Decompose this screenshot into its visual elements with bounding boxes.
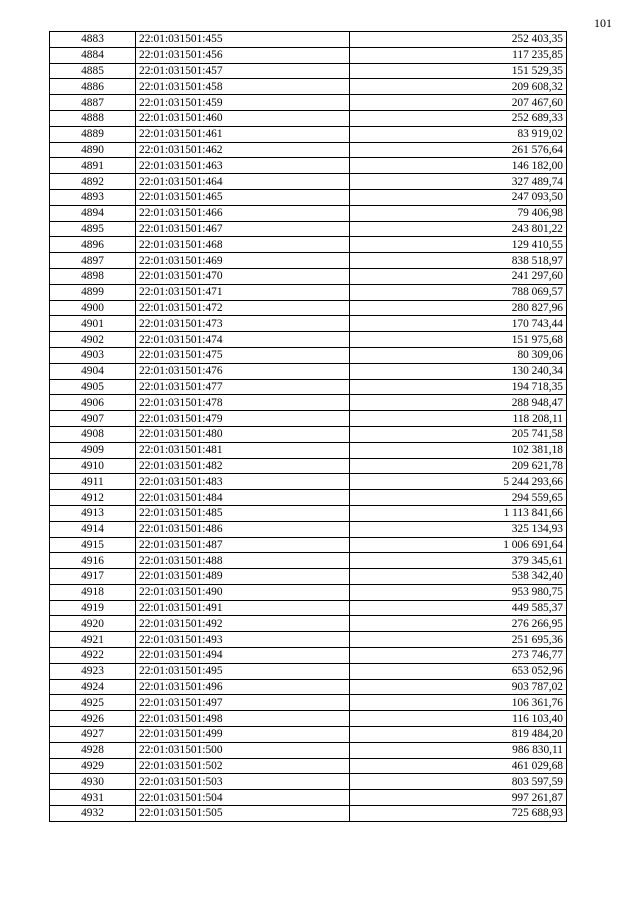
row-number-cell: 4918 <box>50 584 136 600</box>
table-row <box>50 268 567 284</box>
table-row <box>50 47 567 63</box>
cadastral-number-cell: 22:01:031501:456 <box>136 47 350 63</box>
cadastral-number-cell: 22:01:031501:474 <box>136 332 350 348</box>
table-row <box>50 711 567 727</box>
value-cell: 838 518,97 <box>350 253 567 269</box>
table-row <box>50 284 567 300</box>
value-cell: 252 689,33 <box>350 110 567 126</box>
row-number-cell: 4921 <box>50 632 136 648</box>
row-number-cell: 4897 <box>50 253 136 269</box>
cadastral-number-cell: 22:01:031501:455 <box>136 32 350 48</box>
cadastral-number-cell: 22:01:031501:469 <box>136 253 350 269</box>
table-row <box>50 742 567 758</box>
cadastral-number-cell: 22:01:031501:481 <box>136 442 350 458</box>
value-cell: 276 266,95 <box>350 616 567 632</box>
table-row <box>50 727 567 743</box>
row-number-cell: 4894 <box>50 205 136 221</box>
row-number-cell: 4913 <box>50 505 136 521</box>
table-row <box>50 553 567 569</box>
value-cell: 116 103,40 <box>350 711 567 727</box>
row-number-cell: 4931 <box>50 790 136 806</box>
row-number-cell: 4909 <box>50 442 136 458</box>
row-number-cell: 4928 <box>50 742 136 758</box>
table-row <box>50 695 567 711</box>
cadastral-number-cell: 22:01:031501:491 <box>136 600 350 616</box>
table-row <box>50 505 567 521</box>
row-number-cell: 4916 <box>50 553 136 569</box>
row-number-cell: 4899 <box>50 284 136 300</box>
cadastral-number-cell: 22:01:031501:476 <box>136 363 350 379</box>
table-row <box>50 300 567 316</box>
value-cell: 725 688,93 <box>350 806 567 822</box>
table-row <box>50 790 567 806</box>
row-number-cell: 4927 <box>50 727 136 743</box>
value-cell: 207 467,60 <box>350 95 567 111</box>
row-number-cell: 4906 <box>50 395 136 411</box>
value-cell: 803 597,59 <box>350 774 567 790</box>
row-number-cell: 4910 <box>50 458 136 474</box>
value-cell: 903 787,02 <box>350 679 567 695</box>
cadastral-number-cell: 22:01:031501:504 <box>136 790 350 806</box>
value-cell: 83 919,02 <box>350 126 567 142</box>
cadastral-number-cell: 22:01:031501:457 <box>136 63 350 79</box>
table-row <box>50 316 567 332</box>
table-row <box>50 632 567 648</box>
value-cell: 243 801,22 <box>350 221 567 237</box>
value-cell: 1 006 691,64 <box>350 537 567 553</box>
table-row <box>50 569 567 585</box>
table-row <box>50 442 567 458</box>
cadastral-number-cell: 22:01:031501:466 <box>136 205 350 221</box>
cadastral-number-cell: 22:01:031501:483 <box>136 474 350 490</box>
cadastral-number-cell: 22:01:031501:499 <box>136 727 350 743</box>
table-row <box>50 347 567 363</box>
value-cell: 117 235,85 <box>350 47 567 63</box>
cadastral-number-cell: 22:01:031501:470 <box>136 268 350 284</box>
cadastral-number-cell: 22:01:031501:459 <box>136 95 350 111</box>
cadastral-number-cell: 22:01:031501:458 <box>136 79 350 95</box>
cadastral-number-cell: 22:01:031501:461 <box>136 126 350 142</box>
value-cell: 379 345,61 <box>350 553 567 569</box>
table-row <box>50 537 567 553</box>
cadastral-number-cell: 22:01:031501:462 <box>136 142 350 158</box>
table-row <box>50 648 567 664</box>
cadastral-number-cell: 22:01:031501:460 <box>136 110 350 126</box>
cadastral-number-cell: 22:01:031501:471 <box>136 284 350 300</box>
value-cell: 294 559,65 <box>350 490 567 506</box>
cadastral-number-cell: 22:01:031501:473 <box>136 316 350 332</box>
cadastral-number-cell: 22:01:031501:495 <box>136 663 350 679</box>
row-number-cell: 4903 <box>50 347 136 363</box>
cadastral-number-cell: 22:01:031501:478 <box>136 395 350 411</box>
cadastral-number-cell: 22:01:031501:500 <box>136 742 350 758</box>
cadastral-number-cell: 22:01:031501:482 <box>136 458 350 474</box>
row-number-cell: 4886 <box>50 79 136 95</box>
row-number-cell: 4884 <box>50 47 136 63</box>
row-number-cell: 4898 <box>50 268 136 284</box>
row-number-cell: 4920 <box>50 616 136 632</box>
value-cell: 280 827,96 <box>350 300 567 316</box>
value-cell: 288 948,47 <box>350 395 567 411</box>
row-number-cell: 4883 <box>50 32 136 48</box>
row-number-cell: 4888 <box>50 110 136 126</box>
table-row <box>50 395 567 411</box>
row-number-cell: 4889 <box>50 126 136 142</box>
value-cell: 241 297,60 <box>350 268 567 284</box>
row-number-cell: 4923 <box>50 663 136 679</box>
row-number-cell: 4905 <box>50 379 136 395</box>
cadastral-number-cell: 22:01:031501:468 <box>136 237 350 253</box>
cadastral-number-cell: 22:01:031501:477 <box>136 379 350 395</box>
row-number-cell: 4900 <box>50 300 136 316</box>
cadastral-number-cell: 22:01:031501:503 <box>136 774 350 790</box>
row-number-cell: 4932 <box>50 806 136 822</box>
value-cell: 146 182,00 <box>350 158 567 174</box>
row-number-cell: 4907 <box>50 411 136 427</box>
registry-table <box>49 31 567 822</box>
value-cell: 1 113 841,66 <box>350 505 567 521</box>
row-number-cell: 4919 <box>50 600 136 616</box>
value-cell: 130 240,34 <box>350 363 567 379</box>
table-row <box>50 363 567 379</box>
row-number-cell: 4908 <box>50 426 136 442</box>
row-number-cell: 4917 <box>50 569 136 585</box>
value-cell: 194 718,35 <box>350 379 567 395</box>
table-row <box>50 95 567 111</box>
cadastral-number-cell: 22:01:031501:467 <box>136 221 350 237</box>
value-cell: 118 208,11 <box>350 411 567 427</box>
value-cell: 325 134,93 <box>350 521 567 537</box>
value-cell: 538 342,40 <box>350 569 567 585</box>
cadastral-number-cell: 22:01:031501:496 <box>136 679 350 695</box>
cadastral-number-cell: 22:01:031501:479 <box>136 411 350 427</box>
row-number-cell: 4911 <box>50 474 136 490</box>
cadastral-number-cell: 22:01:031501:475 <box>136 347 350 363</box>
row-number-cell: 4890 <box>50 142 136 158</box>
value-cell: 209 621,78 <box>350 458 567 474</box>
cadastral-number-cell: 22:01:031501:493 <box>136 632 350 648</box>
row-number-cell: 4924 <box>50 679 136 695</box>
table-row <box>50 63 567 79</box>
row-number-cell: 4885 <box>50 63 136 79</box>
value-cell: 151 975,68 <box>350 332 567 348</box>
cadastral-number-cell: 22:01:031501:472 <box>136 300 350 316</box>
table-row <box>50 205 567 221</box>
table-row <box>50 174 567 190</box>
cadastral-number-cell: 22:01:031501:463 <box>136 158 350 174</box>
value-cell: 170 743,44 <box>350 316 567 332</box>
row-number-cell: 4891 <box>50 158 136 174</box>
value-cell: 205 741,58 <box>350 426 567 442</box>
table-row <box>50 474 567 490</box>
cadastral-number-cell: 22:01:031501:498 <box>136 711 350 727</box>
table-row <box>50 158 567 174</box>
table-row <box>50 332 567 348</box>
value-cell: 653 052,96 <box>350 663 567 679</box>
table-row <box>50 126 567 142</box>
table-row <box>50 600 567 616</box>
row-number-cell: 4922 <box>50 648 136 664</box>
value-cell: 819 484,20 <box>350 727 567 743</box>
cadastral-number-cell: 22:01:031501:487 <box>136 537 350 553</box>
value-cell: 252 403,35 <box>350 32 567 48</box>
table-row <box>50 584 567 600</box>
row-number-cell: 4887 <box>50 95 136 111</box>
row-number-cell: 4914 <box>50 521 136 537</box>
table-row <box>50 490 567 506</box>
cadastral-number-cell: 22:01:031501:497 <box>136 695 350 711</box>
table-row <box>50 758 567 774</box>
row-number-cell: 4912 <box>50 490 136 506</box>
value-cell: 247 093,50 <box>350 189 567 205</box>
row-number-cell: 4930 <box>50 774 136 790</box>
table-body <box>50 32 567 822</box>
cadastral-number-cell: 22:01:031501:488 <box>136 553 350 569</box>
value-cell: 449 585,37 <box>350 600 567 616</box>
page-number: 101 <box>594 16 612 30</box>
value-cell: 102 381,18 <box>350 442 567 458</box>
cadastral-number-cell: 22:01:031501:502 <box>136 758 350 774</box>
value-cell: 209 608,32 <box>350 79 567 95</box>
row-number-cell: 4929 <box>50 758 136 774</box>
value-cell: 461 029,68 <box>350 758 567 774</box>
cadastral-number-cell: 22:01:031501:505 <box>136 806 350 822</box>
cadastral-number-cell: 22:01:031501:485 <box>136 505 350 521</box>
table-row <box>50 663 567 679</box>
table-row <box>50 32 567 48</box>
row-number-cell: 4893 <box>50 189 136 205</box>
value-cell: 251 695,36 <box>350 632 567 648</box>
value-cell: 79 406,98 <box>350 205 567 221</box>
table-row <box>50 411 567 427</box>
row-number-cell: 4904 <box>50 363 136 379</box>
cadastral-number-cell: 22:01:031501:484 <box>136 490 350 506</box>
table-row <box>50 616 567 632</box>
row-number-cell: 4902 <box>50 332 136 348</box>
cadastral-number-cell: 22:01:031501:464 <box>136 174 350 190</box>
value-cell: 997 261,87 <box>350 790 567 806</box>
cadastral-number-cell: 22:01:031501:492 <box>136 616 350 632</box>
table-row <box>50 521 567 537</box>
table-row <box>50 806 567 822</box>
table-row <box>50 221 567 237</box>
value-cell: 106 361,76 <box>350 695 567 711</box>
value-cell: 80 309,06 <box>350 347 567 363</box>
value-cell: 151 529,35 <box>350 63 567 79</box>
cadastral-number-cell: 22:01:031501:480 <box>136 426 350 442</box>
row-number-cell: 4896 <box>50 237 136 253</box>
cadastral-number-cell: 22:01:031501:489 <box>136 569 350 585</box>
table-row <box>50 253 567 269</box>
value-cell: 788 069,57 <box>350 284 567 300</box>
table-row <box>50 189 567 205</box>
table-row <box>50 142 567 158</box>
row-number-cell: 4901 <box>50 316 136 332</box>
table-row <box>50 458 567 474</box>
value-cell: 986 830,11 <box>350 742 567 758</box>
row-number-cell: 4892 <box>50 174 136 190</box>
table-row <box>50 79 567 95</box>
table-row <box>50 379 567 395</box>
cadastral-number-cell: 22:01:031501:494 <box>136 648 350 664</box>
cadastral-number-cell: 22:01:031501:465 <box>136 189 350 205</box>
value-cell: 5 244 293,66 <box>350 474 567 490</box>
cadastral-number-cell: 22:01:031501:490 <box>136 584 350 600</box>
value-cell: 953 980,75 <box>350 584 567 600</box>
table-row <box>50 774 567 790</box>
value-cell: 261 576,64 <box>350 142 567 158</box>
table-row <box>50 110 567 126</box>
row-number-cell: 4915 <box>50 537 136 553</box>
value-cell: 327 489,74 <box>350 174 567 190</box>
row-number-cell: 4925 <box>50 695 136 711</box>
cadastral-number-cell: 22:01:031501:486 <box>136 521 350 537</box>
row-number-cell: 4895 <box>50 221 136 237</box>
row-number-cell: 4926 <box>50 711 136 727</box>
value-cell: 273 746,77 <box>350 648 567 664</box>
value-cell: 129 410,55 <box>350 237 567 253</box>
table-row <box>50 426 567 442</box>
table-row <box>50 237 567 253</box>
table-row <box>50 679 567 695</box>
